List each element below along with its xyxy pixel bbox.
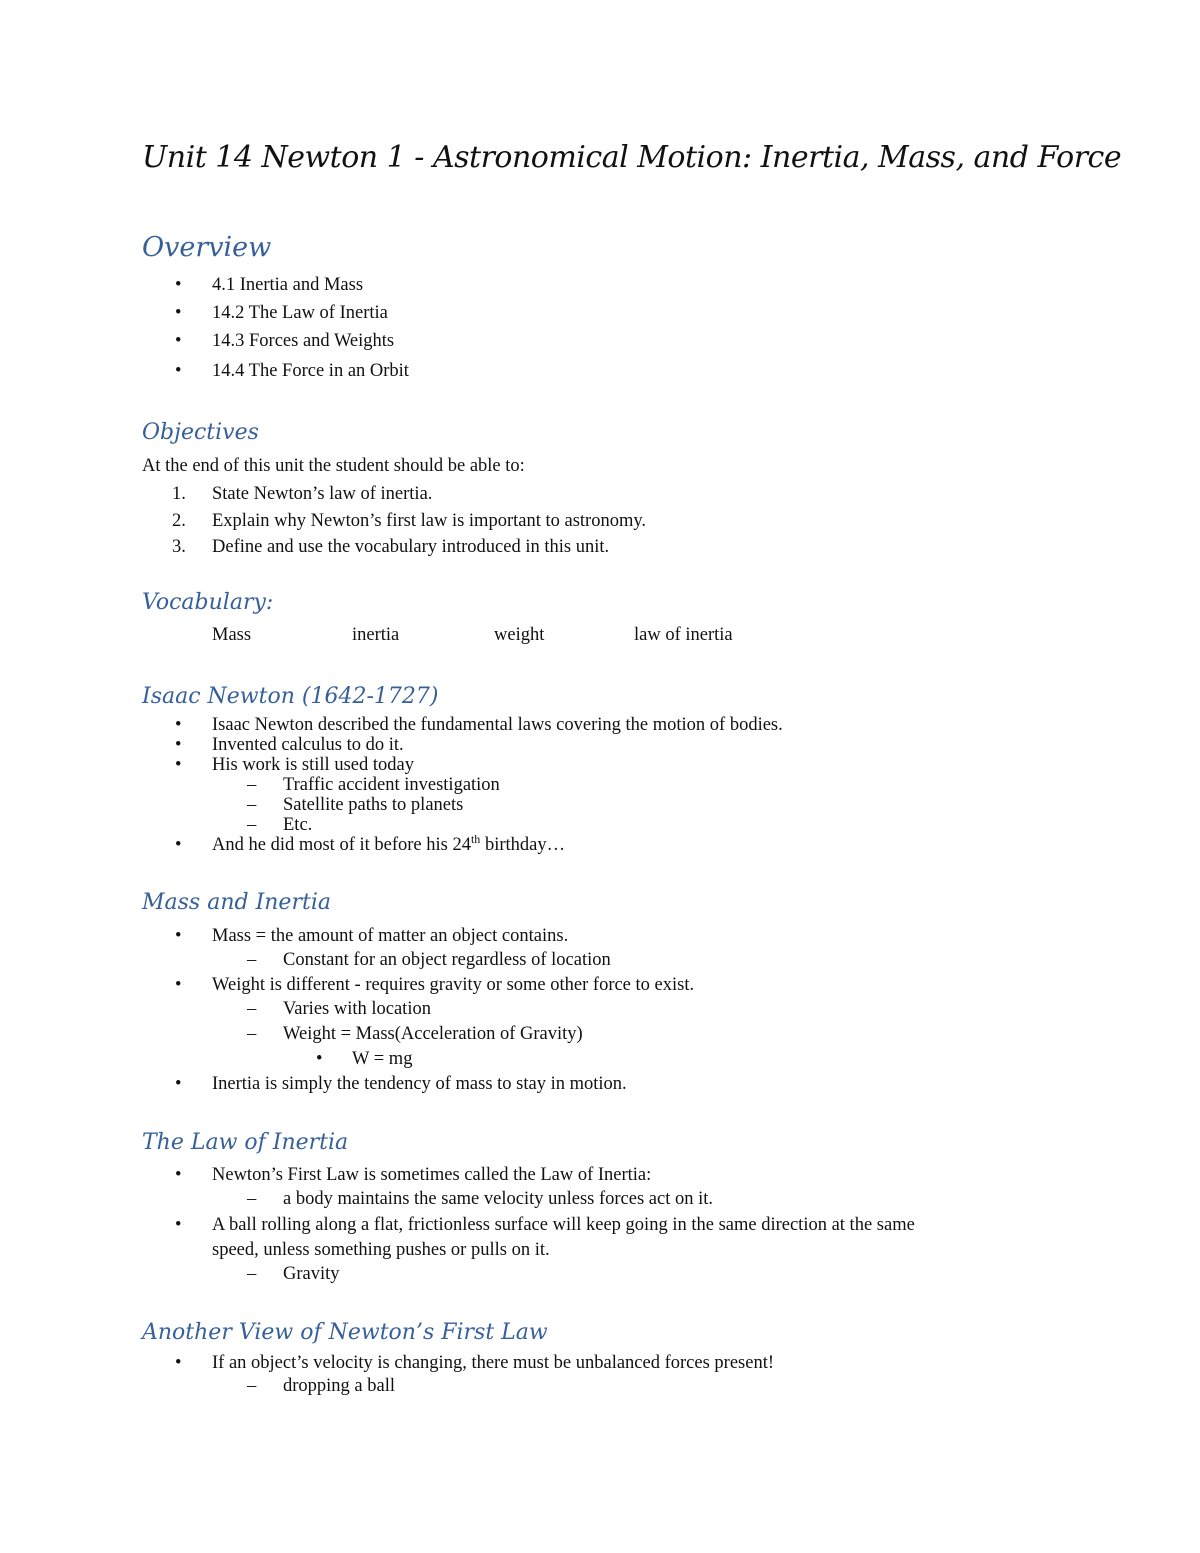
- law-sub-item: a body maintains the same velocity unless forces act on it.: [283, 1189, 714, 1209]
- dash: –: [247, 999, 257, 1019]
- dash: –: [247, 775, 257, 795]
- vocab-term: Mass: [212, 625, 252, 645]
- overview-item: 14.4 The Force in an Orbit: [212, 361, 409, 381]
- vocab-term: inertia: [352, 625, 400, 645]
- newton-item: Invented calculus to do it.: [212, 735, 404, 755]
- dash: –: [247, 815, 257, 835]
- dash: –: [247, 950, 257, 970]
- bullet: •: [316, 1049, 323, 1069]
- superscript-th: th: [470, 832, 481, 846]
- bullet: •: [175, 715, 182, 735]
- objective-item: Define and use the vocabulary introduced in this unit.: [212, 537, 610, 557]
- bullet: •: [175, 1353, 182, 1373]
- mass-inertia-heading: Mass and Inertia: [142, 890, 331, 915]
- bullet: •: [175, 1074, 182, 1094]
- view-item: If an object’s velocity is changing, there must be unbalanced forces present!: [212, 1353, 774, 1373]
- newton-heading: Isaac Newton (1642-1727): [142, 684, 439, 709]
- weight-sub-item: Weight = Mass(Acceleration of Gravity): [283, 1024, 583, 1044]
- vocab-term: law of inertia: [634, 625, 733, 645]
- dash: –: [247, 1264, 257, 1284]
- list-number: 2.: [172, 511, 186, 531]
- weight-item: Weight is different - requires gravity or some other force to exist.: [212, 975, 695, 995]
- newton-item: Isaac Newton described the fundamental laws covering the motion of bodies.: [212, 715, 783, 735]
- inertia-item: Inertia is simply the tendency of mass to stay in motion.: [212, 1074, 627, 1094]
- dash: –: [247, 795, 257, 815]
- newton-sub-item: Satellite paths to planets: [283, 795, 464, 815]
- list-number: 1.: [172, 484, 186, 504]
- newton-last-text: And he did most of it before his 24: [212, 835, 471, 855]
- ball-sub-item: Gravity: [283, 1264, 340, 1284]
- vocabulary-heading: Vocabulary:: [142, 590, 274, 615]
- bullet: •: [175, 975, 182, 995]
- bullet: •: [175, 735, 182, 755]
- newton-last-tail: birthday…: [480, 835, 566, 855]
- law-item: Newton’s First Law is sometimes called the Law of Inertia:: [212, 1165, 652, 1185]
- weight-sub-item: Varies with location: [283, 999, 431, 1019]
- bullet: •: [175, 835, 182, 855]
- newton-last-item: [212, 832, 566, 855]
- objective-item: State Newton’s law of inertia.: [212, 484, 433, 504]
- objectives-heading: Objectives: [142, 420, 259, 445]
- overview-item: 4.1 Inertia and Mass: [212, 275, 364, 295]
- newton-sub-item: Etc.: [283, 815, 313, 835]
- bullet: •: [175, 1215, 182, 1235]
- formula-item: W = mg: [352, 1049, 413, 1069]
- vocab-term: weight: [494, 625, 545, 645]
- mass-sub-item: Constant for an object regardless of location: [283, 950, 611, 970]
- dash: –: [247, 1024, 257, 1044]
- another-view-heading: Another View of Newton’s First Law: [142, 1320, 548, 1345]
- ball-item-line1: A ball rolling along a flat, frictionless surface will keep going in the same direction at the same: [212, 1215, 915, 1235]
- bullet: •: [175, 755, 182, 775]
- bullet: •: [175, 1165, 182, 1185]
- overview-item: 14.2 The Law of Inertia: [212, 303, 388, 323]
- overview-item: 14.3 Forces and Weights: [212, 331, 395, 351]
- ball-item-line2: speed, unless something pushes or pulls on it.: [212, 1240, 550, 1260]
- newton-item: His work is still used today: [212, 755, 414, 775]
- newton-sub-item: Traffic accident investigation: [283, 775, 500, 795]
- bullet: •: [175, 303, 182, 323]
- bullet: •: [175, 331, 182, 351]
- bullet: •: [175, 275, 182, 295]
- page-title: Unit 14 Newton 1 - Astronomical Motion: Inertia, Mass, and Force: [142, 140, 1122, 175]
- law-inertia-heading: The Law of Inertia: [142, 1130, 349, 1155]
- objective-item: Explain why Newton’s first law is important to astronomy.: [212, 511, 647, 531]
- dash: –: [247, 1376, 257, 1396]
- overview-heading: Overview: [142, 232, 272, 263]
- objectives-intro: At the end of this unit the student should be able to:: [142, 456, 525, 476]
- mass-item: Mass = the amount of matter an object contains.: [212, 926, 569, 946]
- view-sub-item: dropping a ball: [283, 1376, 396, 1396]
- list-number: 3.: [172, 537, 186, 557]
- dash: –: [247, 1189, 257, 1209]
- bullet: •: [175, 926, 182, 946]
- bullet: •: [175, 361, 182, 381]
